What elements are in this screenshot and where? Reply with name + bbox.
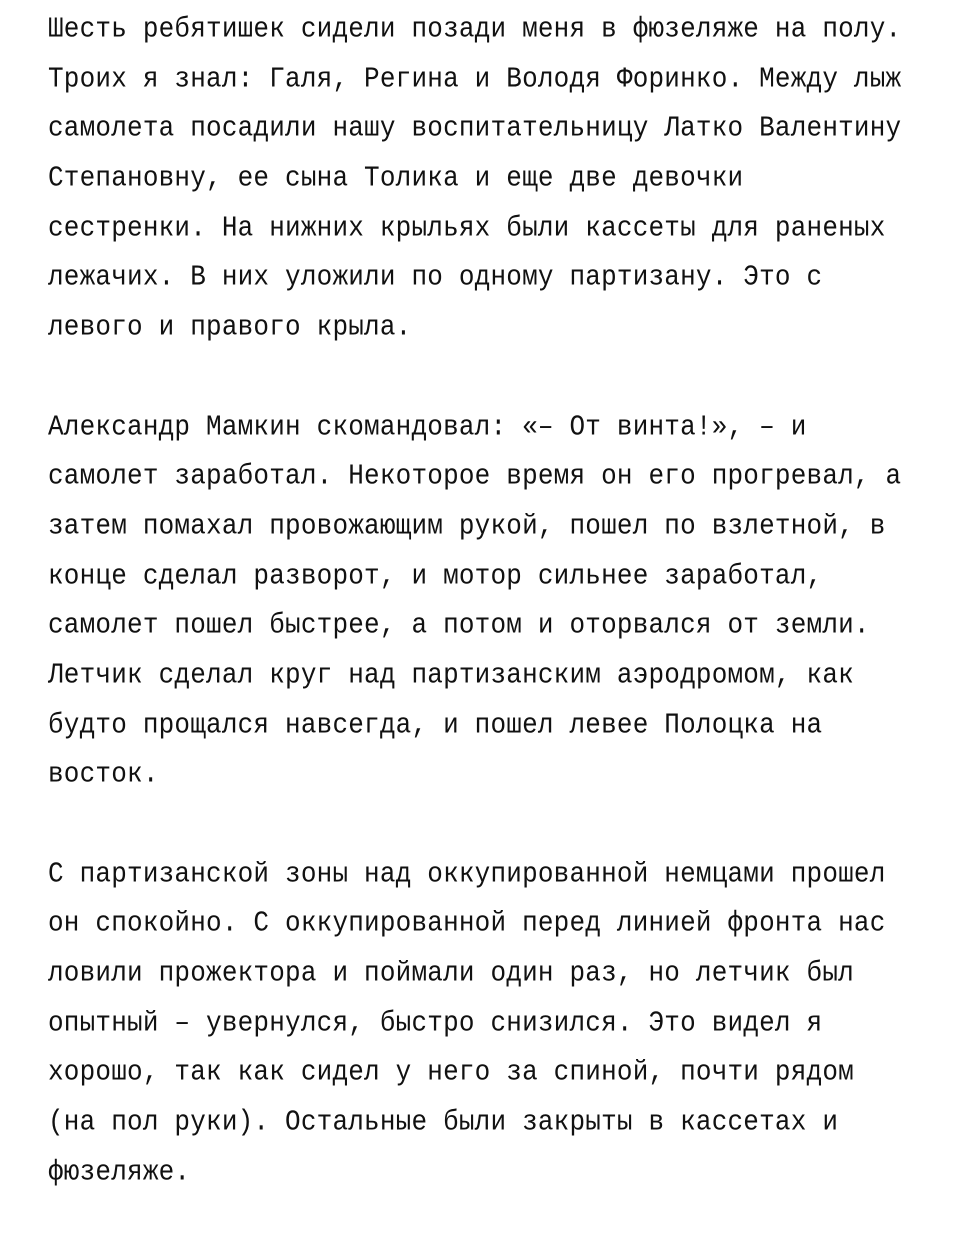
text-line: левого и правого крыла.	[48, 310, 412, 344]
document-text	[48, 5, 901, 1247]
text-line: С партизанской зоны над оккупированной немцами прошел	[48, 856, 886, 891]
text-line: будто прощался навсегда, и пошел левее Полоцка на	[48, 707, 823, 742]
text-line: самолет заработал. Некоторое время он его прогревал, а	[48, 459, 902, 493]
text-line: Степановну, ее сына Толика и еще две девочки	[48, 161, 744, 195]
text-line: затем помахал провожающим рукой, пошел по взлетной, в	[48, 508, 886, 543]
text-line: хорошо, так как сидел у него за спиной, почти рядом	[48, 1055, 854, 1090]
text-line: Троих я знал: Галя, Регина и Володя Форинко. Между лыж	[48, 61, 902, 96]
text-line: самолет пошел быстрее, а потом и оторвался от земли.	[48, 608, 870, 642]
text-line: сестренки. На нижних крыльях были кассеты для раненых	[48, 210, 886, 245]
paragraph-2	[48, 403, 901, 801]
text-line: Шесть ребятишек сидели позади меня в фюзеляже на полу.	[48, 12, 902, 46]
text-line: фюзеляже.	[48, 1154, 191, 1189]
text-line: лежачих. В них уложили по одному партизану. Это с	[48, 260, 823, 295]
paragraph-3	[48, 850, 901, 1198]
text-line: ловили прожектора и поймали один раз, но летчик был	[48, 956, 854, 990]
paragraph-1	[48, 5, 901, 353]
text-line: восток.	[48, 757, 159, 792]
text-line: конце сделал разворот, и мотор сильнее заработал,	[48, 558, 823, 593]
text-line: он спокойно. С оккупированной перед линией фронта нас	[48, 906, 886, 941]
text-line: Летчик сделал круг над партизанским аэродромом, как	[48, 658, 854, 692]
text-line: (на пол руки). Остальные были закрыты в кассетах и	[48, 1105, 839, 1139]
text-line: опытный – увернулся, быстро снизился. Это видел я	[48, 1005, 823, 1040]
text-line: Александр Мамкин скомандовал: «– От винта!», – и	[48, 409, 807, 444]
text-line: самолета посадили нашу воспитательницу Латко Валентину	[48, 111, 902, 146]
